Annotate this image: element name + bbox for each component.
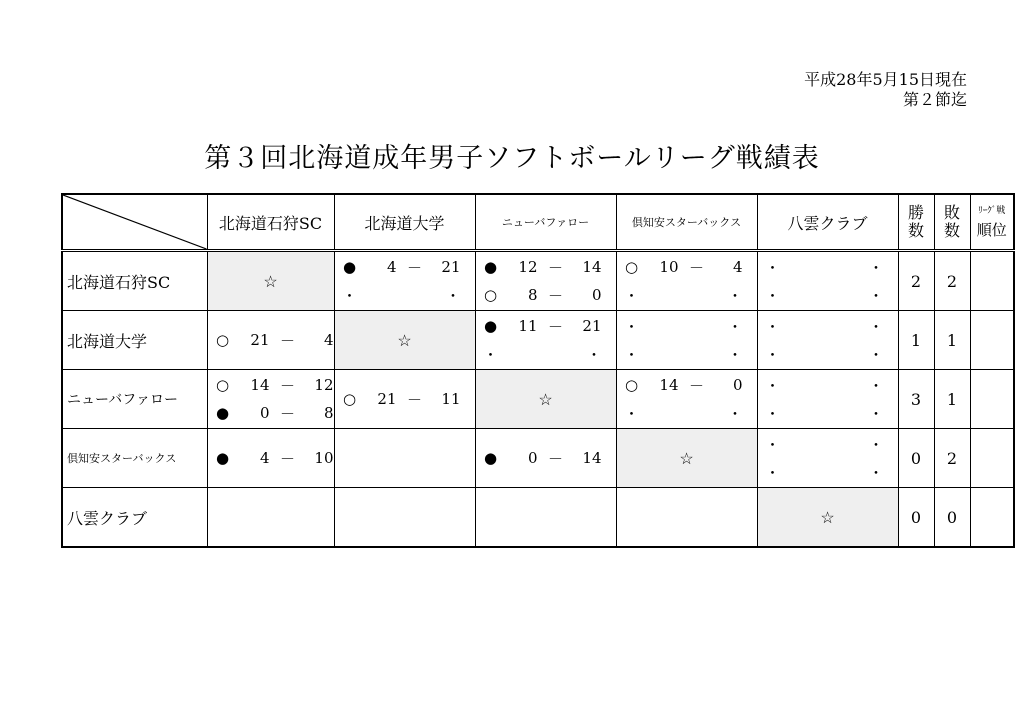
row-team-name: 北海道大学 — [62, 311, 207, 370]
game-result — [762, 371, 898, 399]
match-result-cell — [475, 488, 616, 548]
opponent-score: 4 — [323, 331, 334, 349]
blank-dot: ・ — [764, 435, 780, 454]
score-dash: － — [406, 390, 422, 409]
loss-mark-icon: ● — [483, 317, 498, 335]
opponent-score: 12 — [314, 376, 334, 394]
match-results — [335, 253, 475, 309]
blank-dot: ・ — [727, 404, 743, 423]
game-result — [762, 253, 898, 281]
opponent-score: 11 — [441, 390, 461, 408]
win-mark-icon: ○ — [483, 286, 498, 304]
star-icon: ☆ — [263, 271, 278, 291]
losses-label-bottom: 数 — [943, 221, 960, 240]
wins-count: 0 — [898, 488, 934, 548]
blank-dot: ・ — [764, 404, 780, 423]
table-row — [62, 429, 1014, 488]
blank-dot: ・ — [868, 463, 884, 482]
col-team-3: ニューバファロー — [475, 194, 616, 251]
match-result-cell — [207, 311, 334, 370]
game-result — [762, 281, 898, 309]
game-result — [621, 340, 757, 368]
own-score: 11 — [518, 317, 538, 335]
own-score: 8 — [527, 286, 538, 304]
match-result-cell — [207, 370, 334, 429]
blank-dot: ・ — [623, 317, 639, 336]
blank-dot: ・ — [868, 345, 884, 364]
match-result-cell — [475, 429, 616, 488]
game-result — [762, 399, 898, 427]
self-match-cell — [334, 311, 475, 370]
blank-dot: ・ — [868, 435, 884, 454]
star-icon: ☆ — [679, 448, 694, 468]
win-mark-icon: ○ — [624, 376, 639, 394]
game-result — [762, 340, 898, 368]
match-results — [617, 312, 757, 368]
blank-dot: ・ — [623, 404, 639, 423]
game-result — [339, 253, 475, 281]
blank-dot: ・ — [764, 258, 780, 277]
loss-mark-icon: ● — [483, 258, 498, 276]
self-match-cell — [207, 251, 334, 311]
score-dash: － — [547, 317, 563, 336]
match-results — [476, 312, 616, 368]
score-dash: － — [279, 376, 295, 395]
match-result-cell — [475, 251, 616, 311]
score-dash: － — [547, 449, 563, 468]
losses-label-top: 敗 — [943, 203, 960, 222]
row-team-name: 倶知安スターバックス — [62, 429, 207, 488]
own-score: 12 — [518, 258, 538, 276]
game-result — [480, 312, 616, 340]
col-team-5: 八雲クラブ — [757, 194, 898, 251]
col-team-2: 北海道大学 — [334, 194, 475, 251]
own-score: 14 — [659, 376, 679, 394]
opponent-score: 0 — [591, 286, 602, 304]
blank-dot: ・ — [764, 345, 780, 364]
match-result-cell — [207, 429, 334, 488]
row-team-name: ニューバファロー — [62, 370, 207, 429]
game-result — [339, 385, 475, 413]
match-result-cell — [616, 370, 757, 429]
game-result — [212, 326, 334, 354]
match-results — [617, 371, 757, 427]
game-result — [621, 253, 757, 281]
blank-dot: ・ — [764, 376, 780, 395]
game-result — [480, 444, 616, 472]
win-mark-icon: ○ — [215, 376, 230, 394]
blank-dot: ・ — [868, 317, 884, 336]
score-dash: － — [688, 376, 704, 395]
wins-count: 1 — [898, 311, 934, 370]
game-result — [762, 458, 898, 486]
table-row — [62, 488, 1014, 548]
match-results — [476, 253, 616, 309]
page-title: 第３回北海道成年男子ソフトボールリーグ戦績表 — [204, 143, 820, 174]
loss-mark-icon: ● — [483, 449, 498, 467]
opponent-score: 21 — [582, 317, 602, 335]
col-rank — [970, 194, 1014, 251]
win-mark-icon: ○ — [215, 331, 230, 349]
own-score: 21 — [377, 390, 397, 408]
opponent-score: 0 — [732, 376, 743, 394]
wins-label-top: 勝 — [907, 203, 924, 222]
wins-count: 2 — [898, 251, 934, 311]
match-results — [208, 444, 334, 472]
match-result-cell — [616, 488, 757, 548]
blank-dot: ・ — [868, 404, 884, 423]
col-losses — [934, 194, 970, 251]
blank-dot: ・ — [868, 258, 884, 277]
table-row — [62, 311, 1014, 370]
self-match-cell — [616, 429, 757, 488]
own-score: 0 — [527, 449, 538, 467]
match-results — [758, 312, 898, 368]
match-result-cell — [334, 429, 475, 488]
blank-dot: ・ — [586, 345, 602, 364]
game-result — [621, 312, 757, 340]
game-result — [762, 430, 898, 458]
wins-count: 0 — [898, 429, 934, 488]
loss-mark-icon: ● — [215, 449, 230, 467]
blank-dot: ・ — [727, 286, 743, 305]
league-rank — [970, 251, 1014, 311]
col-wins — [898, 194, 934, 251]
as-of-date: 平成28年5月15日現在 — [804, 70, 967, 89]
score-dash: － — [547, 286, 563, 305]
score-dash: － — [688, 258, 704, 277]
own-score: 10 — [659, 258, 679, 276]
score-dash: － — [279, 331, 295, 350]
own-score: 21 — [250, 331, 270, 349]
self-match-cell — [757, 488, 898, 548]
blank-dot: ・ — [727, 317, 743, 336]
losses-count: 1 — [934, 311, 970, 370]
col-team-4: 倶知安スターバックス — [616, 194, 757, 251]
match-results — [208, 326, 334, 354]
losses-count: 1 — [934, 370, 970, 429]
self-match-cell — [475, 370, 616, 429]
opponent-score: 8 — [323, 404, 334, 422]
league-rank — [970, 488, 1014, 548]
date-block — [804, 70, 967, 110]
header-row — [62, 194, 1014, 251]
diagonal-line — [63, 195, 207, 249]
match-results — [476, 444, 616, 472]
league-rank — [970, 311, 1014, 370]
match-results — [758, 430, 898, 486]
match-results — [208, 371, 334, 427]
table-row — [62, 370, 1014, 429]
blank-dot: ・ — [341, 286, 357, 305]
own-score: 4 — [259, 449, 270, 467]
win-mark-icon: ○ — [342, 390, 357, 408]
game-result — [621, 371, 757, 399]
opponent-score: 4 — [732, 258, 743, 276]
game-result — [480, 340, 616, 368]
wins-count: 3 — [898, 370, 934, 429]
col-team-1: 北海道石狩SC — [207, 194, 334, 251]
losses-count: 2 — [934, 429, 970, 488]
own-score: 14 — [250, 376, 270, 394]
blank-dot: ・ — [764, 317, 780, 336]
score-dash: － — [279, 449, 295, 468]
blank-dot: ・ — [623, 345, 639, 364]
match-result-cell — [757, 429, 898, 488]
blank-dot: ・ — [868, 376, 884, 395]
blank-dot: ・ — [482, 345, 498, 364]
blank-dot: ・ — [868, 286, 884, 305]
game-result — [212, 444, 334, 472]
loss-mark-icon: ● — [215, 404, 230, 422]
star-icon: ☆ — [538, 389, 553, 409]
star-icon: ☆ — [820, 507, 835, 527]
row-team-name: 北海道石狩SC — [62, 251, 207, 311]
losses-count: 0 — [934, 488, 970, 548]
win-mark-icon: ○ — [624, 258, 639, 276]
blank-dot: ・ — [445, 286, 461, 305]
losses-count: 2 — [934, 251, 970, 311]
opponent-score: 21 — [441, 258, 461, 276]
rank-label-bottom: 順位 — [976, 220, 1007, 239]
game-result — [480, 253, 616, 281]
match-results — [758, 371, 898, 427]
match-result-cell — [616, 251, 757, 311]
match-result-cell — [757, 311, 898, 370]
match-result-cell — [334, 251, 475, 311]
game-result — [621, 281, 757, 309]
own-score: 4 — [386, 258, 397, 276]
game-result — [212, 371, 334, 399]
corner-cell — [62, 194, 207, 251]
match-result-cell — [757, 251, 898, 311]
league-standings-table — [61, 193, 1015, 548]
match-results — [335, 385, 475, 413]
league-rank — [970, 429, 1014, 488]
match-result-cell — [616, 311, 757, 370]
opponent-score: 14 — [582, 449, 602, 467]
game-result — [762, 312, 898, 340]
wins-label-bottom: 数 — [907, 221, 924, 240]
loss-mark-icon: ● — [342, 258, 357, 276]
game-result — [339, 281, 475, 309]
row-team-name: 八雲クラブ — [62, 488, 207, 548]
table-row — [62, 251, 1014, 311]
own-score: 0 — [259, 404, 270, 422]
score-dash: － — [406, 258, 422, 277]
match-result-cell — [334, 488, 475, 548]
match-results — [758, 253, 898, 309]
game-result — [480, 281, 616, 309]
blank-dot: ・ — [623, 286, 639, 305]
round-label: 第２節迄 — [902, 90, 967, 109]
match-result-cell — [475, 311, 616, 370]
match-result-cell — [757, 370, 898, 429]
score-dash: － — [279, 404, 295, 423]
rank-label-top: ﾘｰｸﾞ戦 — [978, 205, 1006, 216]
league-rank — [970, 370, 1014, 429]
star-icon: ☆ — [397, 330, 412, 350]
score-dash: － — [547, 258, 563, 277]
match-results — [617, 253, 757, 309]
blank-dot: ・ — [764, 286, 780, 305]
opponent-score: 10 — [314, 449, 334, 467]
game-result — [212, 399, 334, 427]
match-result-cell — [334, 370, 475, 429]
blank-dot: ・ — [764, 463, 780, 482]
game-result — [621, 399, 757, 427]
match-result-cell — [207, 488, 334, 548]
opponent-score: 14 — [582, 258, 602, 276]
blank-dot: ・ — [727, 345, 743, 364]
